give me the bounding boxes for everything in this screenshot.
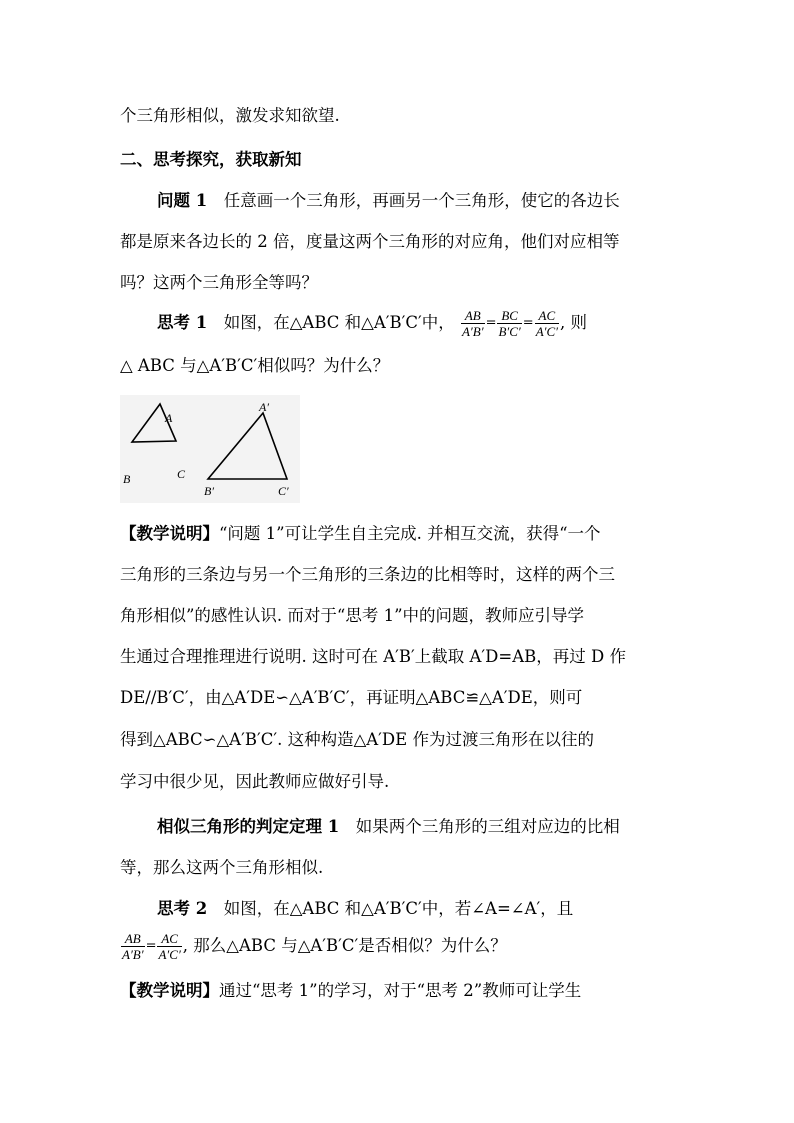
paragraph-line: 个三角形相似，激发求知欲望. bbox=[120, 106, 340, 125]
label-c: C bbox=[177, 467, 186, 481]
think-2-line bbox=[157, 898, 717, 920]
problem-1-line bbox=[157, 190, 717, 212]
problem-1-label: 问题 1 bbox=[157, 191, 208, 210]
fraction-bc: $\frac{BC}{B'C'}$ bbox=[498, 308, 521, 339]
label-b: B bbox=[123, 472, 131, 486]
teaching-note-label: 【教学说明】 bbox=[120, 524, 219, 543]
think-1-text-after: , 则 bbox=[560, 313, 587, 332]
theorem-1-text: 如果两个三角形的三组对应边的比相 bbox=[339, 817, 620, 836]
theorem-1-line: 等，那么这两个三角形相似. bbox=[120, 858, 324, 877]
teaching-note-text: 通过“思考 1”的学习，对于“思考 2”教师可让学生 bbox=[219, 981, 582, 1000]
label-a-prime: A′ bbox=[259, 400, 269, 414]
teaching-note-text: “问题 1”可让学生自主完成. 并相互交流，获得“一个 bbox=[219, 524, 601, 543]
think-2-line: $\frac{AB}{A'B'}$ = $\frac{AC}{A'C'}$ , 那么△ABC 与△A′B′C′是否相似？为什么？ bbox=[122, 931, 507, 962]
theorem-1-label: 相似三角形的判定定理 1 bbox=[157, 817, 340, 836]
problem-1-line: 都是原来各边长的 2 倍，度量这两个三角形的对应角，他们对应相等 bbox=[120, 232, 620, 251]
teaching-note-label: 【教学说明】 bbox=[120, 981, 219, 1000]
fraction-ab: $\frac{AB}{A'B'}$ bbox=[122, 931, 144, 962]
teaching-note-line: 生通过合理推理进行说明. 这时可在 A′B′上截取 A′D=AB，再过 D 作 bbox=[120, 647, 626, 666]
label-b-prime: B′ bbox=[204, 484, 214, 498]
label-a: A bbox=[165, 411, 173, 425]
teaching-note-line: 角形相似”的感性认识. 而对于“思考 1”中的问题，教师应引导学 bbox=[120, 606, 585, 625]
similar-triangles-figure bbox=[120, 395, 300, 503]
label-c-prime: C′ bbox=[278, 484, 289, 498]
teaching-note-line: 三角形的三条边与另一个三角形的三条边的比相等时，这样的两个三 bbox=[120, 565, 615, 584]
fraction-ab: $\frac{AB}{A'B'}$ bbox=[461, 308, 484, 339]
think-1-text: 如图，在△ABC 和△A′B′C′中， bbox=[207, 313, 455, 332]
problem-1-text: 任意画一个三角形，再画另一个三角形，使它的各边长 bbox=[207, 191, 620, 210]
teaching-note-line: DE//B′C′，由△A′DE∽△A′B′C′，再证明△ABC≌△A′DE，则可 bbox=[120, 688, 583, 707]
teaching-note-line bbox=[120, 523, 680, 545]
theorem-1-line bbox=[157, 816, 717, 838]
problem-1-line: 吗？这两个三角形全等吗？ bbox=[120, 273, 318, 292]
think-1-line: 思考 1 如图，在△ABC 和△A′B′C′中， $\frac{AB}{A'B'}$ = $\frac{BC}{B'C'}$ = $\frac{AC}{A'C'}$ , 则 bbox=[157, 308, 587, 339]
think-2-label: 思考 2 bbox=[157, 899, 208, 918]
fraction-ac: $\frac{AC}{A'C'}$ bbox=[158, 931, 181, 962]
teaching-note-line: 学习中很少见，因此教师应做好引导. bbox=[120, 772, 390, 791]
think-2-text: 如图，在△ABC 和△A′B′C′中，若∠A=∠A′，且 bbox=[207, 899, 574, 918]
teaching-note-line: 得到△ABC∽△A′B′C′. 这种构造△A′DE 作为过渡三角形在以往的 bbox=[120, 730, 594, 749]
fraction-ac: $\frac{AC}{A'C'}$ bbox=[535, 308, 558, 339]
think-1-label: 思考 1 bbox=[157, 313, 208, 332]
section-heading: 二、思考探究，获取新知 bbox=[120, 150, 302, 169]
think-2-text-after: , 那么△ABC 与△A′B′C′是否相似？为什么？ bbox=[182, 936, 507, 955]
teaching-note-line bbox=[120, 980, 680, 1002]
think-1-line: △ ABC 与△A′B′C′相似吗？为什么？ bbox=[120, 356, 390, 375]
